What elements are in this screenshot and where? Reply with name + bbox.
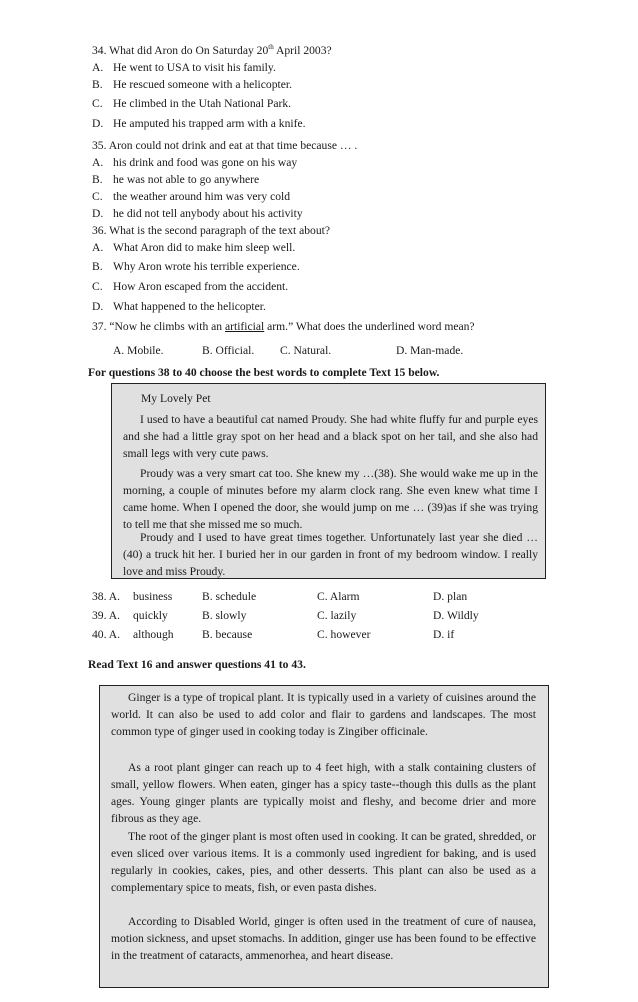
option-d: D. Wildly [433,609,479,622]
option-35-d [92,205,562,222]
option-text: What Aron did to make him sleep well. [113,241,296,254]
question-34 [92,42,562,132]
option-letter: A. [92,61,104,74]
text-15-paragraph-1: I used to have a beautiful cat named Proudy. She had white fluffy fur and purple eyes and she had a little gray spot on her head and a black spot on her tail, and she also had small legs with very cute paws. [123,413,538,460]
answer-number: 39. A. [92,609,121,622]
option-a: business [133,590,173,603]
option-letter: A. [92,156,104,169]
option-a: although [133,628,174,641]
option-34-c [92,95,562,112]
option-letter: D. [92,300,104,313]
text-16-paragraph-3: The root of the ginger plant is most often used in cooking. It can be grated, shredded, or even sliced over various items. It is a commonly used ingredient for baking, and is used regularly in cookies, cakes, pies, and other desserts. This plant can also be used as a complementary spice to meats, fish, or even pasta dishes. [111,830,536,894]
option-a: quickly [133,609,168,622]
answer-row-40 [92,626,562,643]
question-34-stem-text: 34. What did Aron do On Saturday 20 [92,44,269,57]
option-d: D. plan [433,590,468,603]
underlined-word: artificial [224,320,265,333]
option-letter: C. [92,280,103,293]
option-37-a: A. Mobile. [113,344,164,357]
text-16-paragraph-2: As a root plant ginger can reach up to 4 feet high, with a stalk containing clusters of small, yellow flowers. When eaten, ginger has a spicy taste--though this dulls as the plant ages. Young ginger plants are typically moist and fleshy, and become drier and more fibrous as they age. [111,761,536,825]
option-text: the weather around him was very cold [113,190,291,203]
option-text: Why Aron wrote his terrible experience. [113,260,300,273]
option-35-b [92,171,562,188]
option-d: D. if [433,628,455,641]
text-15-title: My Lovely Pet [141,392,211,405]
text-15-box [111,383,546,579]
instruction-41-43: Read Text 16 and answer questions 41 to 43. [88,658,306,671]
option-text: He climbed in the Utah National Park. [113,97,292,110]
option-letter: B. [92,260,103,273]
question-37-options [92,342,562,359]
question-34-stem-end: April 2003? [273,44,332,57]
option-text: he did not tell anybody about his activity [113,207,303,220]
option-c: C. however [317,628,371,641]
option-b: B. because [202,628,253,641]
text-16-paragraph-4: According to Disabled World, ginger is often used in the treatment of cure of nausea, motion sickness, and upset stomachs. In addition, ginger use has been found to be effective in the treatment of cataracts, ammenorhea, and heart disease. [111,915,536,962]
option-36-b [92,258,562,275]
option-36-c [92,278,562,295]
option-34-d [92,115,562,132]
question-36-stem: 36. What is the second paragraph of the text about? [92,224,331,237]
answer-number: 38. A. [92,590,121,603]
question-37 [92,318,562,335]
answer-number: 40. A. [92,628,121,641]
option-37-d: D. Man-made. [396,344,464,357]
option-letter: D. [92,207,104,220]
question-37-stem-end: arm.” What does the underlined word mean? [264,320,475,333]
answer-row-39 [92,607,562,624]
option-c: C. Alarm [317,590,360,603]
question-34-stem-superscript: th [268,43,274,52]
answer-row-38 [92,588,562,605]
option-36-a [92,239,562,256]
option-text: he was not able to go anywhere [113,173,260,186]
option-35-a [92,154,562,171]
question-35-stem: 35. Aron could not drink and eat at that time because … . [92,139,358,152]
question-34-stem [92,42,562,59]
question-36 [92,222,562,315]
option-text: his drink and food was gone on his way [113,156,298,169]
option-b: B. slowly [202,609,247,622]
option-letter: B. [92,173,103,186]
option-34-a [92,59,562,76]
question-35 [92,137,562,222]
option-letter: C. [92,97,103,110]
text-15-paragraph-3: Proudy and I used to have great times together. Unfortunately last year she died … (40) a truck hit her. I buried her in our garden in front of my bedroom window. I really love and miss Proudy. [123,531,538,578]
text-16-paragraph-1: Ginger is a type of tropical plant. It is typically used in a variety of cuisines around the world. It can also be used to add color and flair to gardens and landscapes. The most common type of ginger used in cooking today is Zingiber officinale. [111,691,536,738]
option-letter: A. [92,241,104,254]
option-c: C. lazily [317,609,357,622]
option-37-c: C. Natural. [280,344,332,357]
option-letter: C. [92,190,103,203]
option-text: How Aron escaped from the accident. [113,280,289,293]
option-35-c [92,188,562,205]
instruction-38-40: For questions 38 to 40 choose the best words to complete Text 15 below. [88,366,440,379]
question-37-stem [92,318,562,335]
option-letter: B. [92,78,103,91]
option-34-b [92,76,562,93]
option-text: He went to USA to visit his family. [113,61,276,74]
text-15-paragraph-2: Proudy was a very smart cat too. She knew my …(38). She would wake me up in the morning, a couple of minutes before my alarm clock rang. She even knew what time I came home. When I opened the door, she would jump on me … (39)as if she was trying to tell me that she missed me so much. [123,467,538,531]
option-text: He rescued someone with a helicopter. [113,78,292,91]
option-letter: D. [92,117,104,130]
question-37-stem-text: 37. “Now he climbs with an [92,320,225,333]
option-text: He amputed his trapped arm with a knife. [113,117,306,130]
option-37-b: B. Official. [202,344,255,357]
option-36-d [92,298,562,315]
text-16-box [99,685,549,988]
option-text: What happened to the helicopter. [113,300,266,313]
option-b: B. schedule [202,590,257,603]
